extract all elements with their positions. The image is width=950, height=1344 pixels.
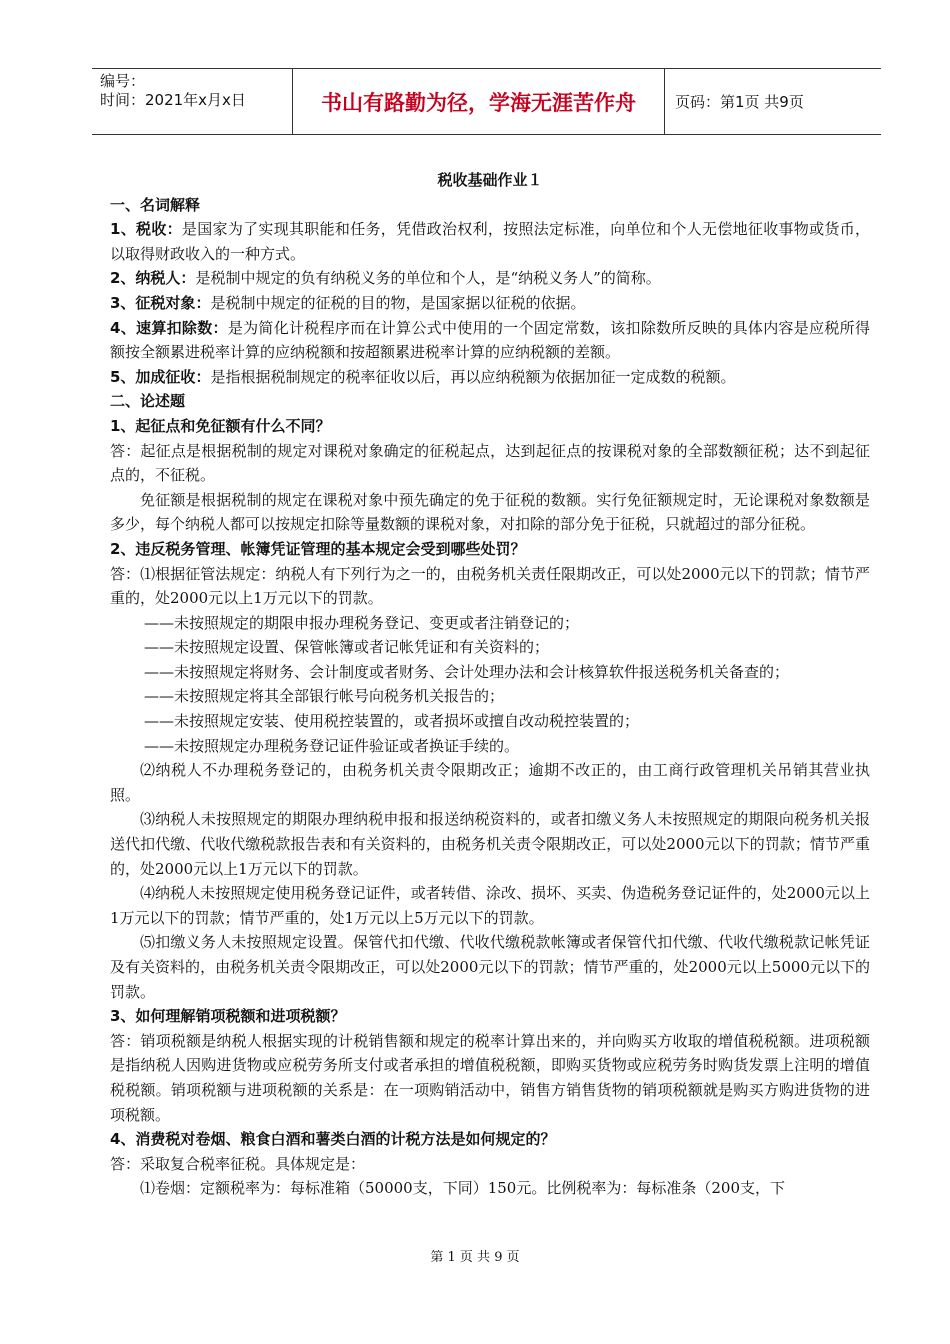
page-label: 页码：第1页 共9页: [675, 93, 804, 111]
list-item: ——未按照规定办理税务登记证件验证或者换证手续的。: [144, 736, 520, 755]
list-item: ——未按照规定的期限申报办理税务登记、变更或者注销登记的；: [144, 613, 580, 632]
answer-paragraph: 答：销项税额是纳税人根据实现的计税销售额和规定的税率计算出来的，并向购买方收取的增值税税额。进项税额是指纳税人因购进货物或应税劳务所支付或者承担的增值税税额，即购买货物或应税劳务时购货发票上注明的增值税税额。销项税额与进项税额的关系是：在一项购销活动中，销售方销售货物的销项税额就是购买方购进货物的进项税额。: [110, 1031, 870, 1124]
answer-paragraph: ⑸扣缴义务人未按照规定设置。保管代扣代缴、代收代缴税款帐簿或者保管代扣代缴、代收代缴税款记帐凭证及有关资料的，由税务机关责令限期改正，可以处2000元以下的罚款；情节严重的，处2000元以上5000元以下的罚款。: [110, 933, 870, 1001]
definition-term: 2、纳税人：: [110, 269, 196, 288]
definition-term: 3、征税对象：: [110, 293, 211, 312]
answer-paragraph: 答：⑴根据征管法规定：纳税人有下列行为之一的，由税务机关责任限期改正，可以处2000元以下的罚款；情节严重的，处2000元以上1万元以下的罚款。: [110, 564, 870, 608]
definition-text: 是国家为了实现其职能和任务，凭借政治权利，按照法定标准，向单位和个人无偿地征收事物或货币，以取得财政收入的一种方式。: [110, 220, 870, 263]
list-item: ——未按照规定设置、保管帐簿或者记帐凭证和有关资料的；: [144, 638, 550, 657]
motto: 书山有路勤为径，学海无涯苦作舟: [292, 69, 665, 134]
definition-term: 5、加成征收：: [110, 367, 211, 386]
list-item: ——未按照规定将其全部银行帐号向税务机关报告的；: [144, 687, 505, 706]
definition: [110, 217, 870, 266]
number-label: 编号：: [100, 72, 146, 90]
question: 1、起征点和免征额有什么不同？: [110, 416, 331, 435]
question: 2、违反税务管理、帐簿凭证管理的基本规定会受到哪些处罚？: [110, 539, 526, 558]
section-heading: 二、论述题: [110, 392, 186, 411]
definition-term: 1、税收：: [110, 220, 182, 239]
list-item: ——未按照规定将财务、会计制度或者财务、会计处理办法和会计核算软件报送税务机关备查的；: [144, 662, 790, 681]
document-body: [110, 168, 870, 1201]
definition-text: 是税制中规定的征税的目的物，是国家据以征税的依据。: [210, 293, 586, 312]
page-footer: 第 1 页 共 9 页: [430, 1250, 520, 1265]
definition: [110, 316, 870, 365]
definition-text: 是指根据税制规定的税率征收以后，再以应纳税额为依据加征一定成数的税额。: [210, 367, 736, 386]
answer-paragraph: ⑷纳税人未按照规定使用税务登记证件，或者转借、涂改、损坏、买卖、伪造税务登记证件的，处2000元以上1万元以下的罚款；情节严重的，处1万元以上5万元以下的罚款。: [110, 884, 870, 927]
definition-text: 是为简化计税程序而在计算公式中使用的一个固定常数，该扣除数所反映的具体内容是应税所得额按全额累进税率计算的应纳税额和按超额累进税率计算的应纳税额的差额。: [110, 318, 870, 362]
time-label: 时间：2021年x月x日: [100, 91, 246, 109]
answer-paragraph: ⑶纳税人未按照规定的期限办理纳税申报和报送纳税资料的，或者扣缴义务人未按照规定的期限向税务机关报送代扣代缴、代收代缴税款报告表和有关资料的，由税务机关责令限期改正，可以处2000元以下的罚款；情节严重的，处2000元以上1万元以下的罚款。: [110, 810, 870, 878]
definition: [110, 266, 870, 291]
definition-text: 是税制中规定的负有纳税义务的单位和个人，是“纳税义务人”的简称。: [195, 269, 661, 288]
document-header: [92, 68, 881, 135]
list-item: ——未按照规定安装、使用税控装置的，或者损坏或擅自改动税控装置的；: [144, 712, 640, 731]
document-title: 税收基础作业１: [437, 171, 543, 189]
definition: [110, 365, 870, 390]
header-meta: [92, 69, 292, 134]
answer-paragraph: 答：采取复合税率征税。具体规定是：: [110, 1154, 366, 1173]
question: 4、消费税对卷烟、粮食白酒和薯类白酒的计税方法是如何规定的？: [110, 1130, 556, 1149]
question: 3、如何理解销项税额和进项税额？: [110, 1007, 346, 1026]
section-heading: 一、名词解释: [110, 195, 201, 214]
answer-paragraph: 免征额是根据税制的规定在课税对象中预先确定的免于征税的数额。实行免征额规定时，无论课税对象数额是多少，每个纳税人都可以按规定扣除等量数额的课税对象，对扣除的部分免于征税，只就超过的部分征税。: [110, 490, 870, 534]
definition-term: 4、速算扣除数：: [110, 318, 228, 337]
answer-paragraph: ⑴卷烟：定额税率为：每标准箱（50000支，下同）150元。比例税率为：每标准条（200支，下: [140, 1179, 785, 1198]
answer-paragraph: ⑵纳税人不办理税务登记的，由税务机关责令限期改正；逾期不改正的，由工商行政管理机关吊销其营业执照。: [110, 761, 870, 804]
definition: [110, 291, 870, 316]
answer-paragraph: 答：起征点是根据税制的规定对课税对象确定的征税起点，达到起征点的按课税对象的全部数额征税；达不到起征点的，不征税。: [110, 441, 870, 485]
